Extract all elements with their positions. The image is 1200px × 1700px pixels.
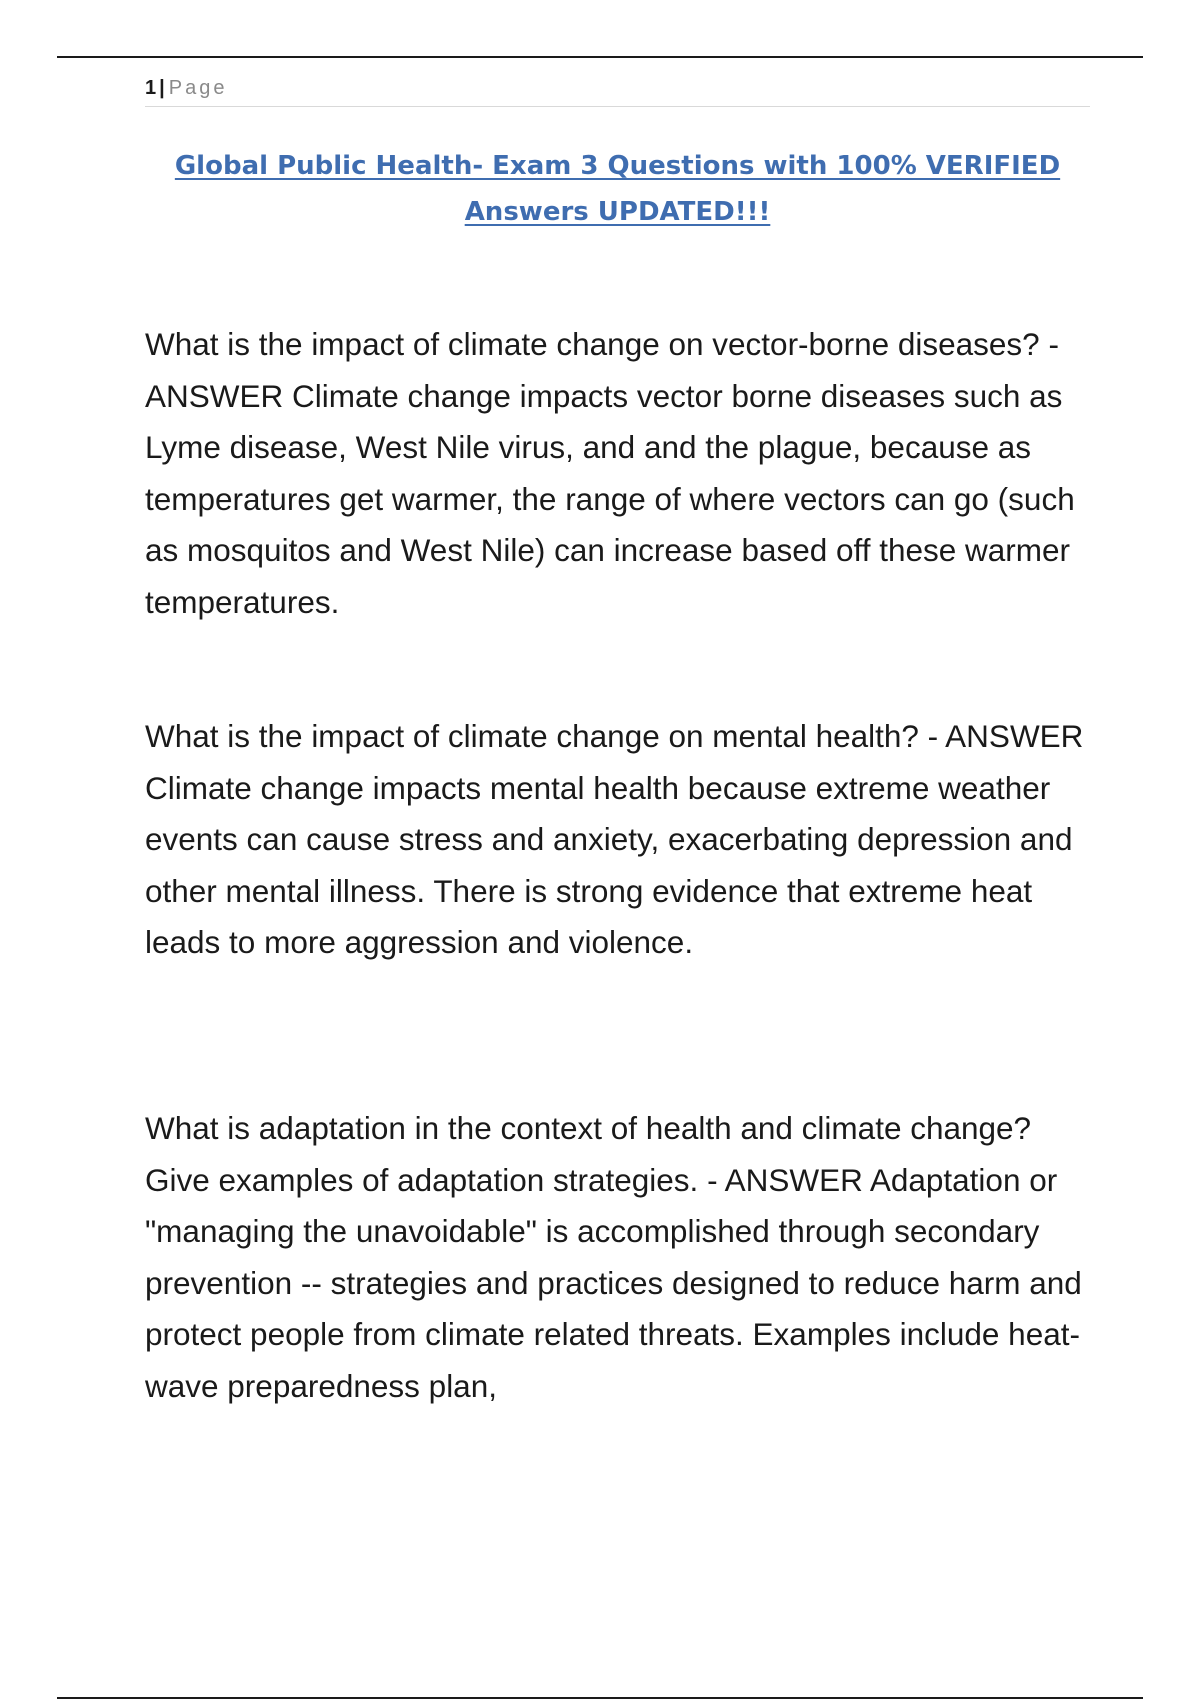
page-separator: | xyxy=(159,77,165,99)
top-rule xyxy=(57,56,1143,58)
qa-item-mental-health: What is the impact of climate change on mental health? - ANSWER Climate change impacts mental health because extreme weather events can cause stress and anxiety, exacerbating depression and other mental illness. There is strong evidence that extreme heat leads to more aggression and violence. xyxy=(145,718,1084,960)
page-label: Page xyxy=(168,77,228,99)
qa-item-vector-borne-diseases: What is the impact of climate change on vector-borne diseases? - ANSWER Climate change impacts vector borne diseases such as Lyme disease, West Nile virus, and and the plague, because as temperatures get warmer, the range of where vectors can go (such as mosquitos and West Nile) can increase based off these warmer temperatures. xyxy=(145,326,1075,620)
page-header xyxy=(145,74,1090,107)
qa-item-adaptation: What is adaptation in the context of health and climate change? Give examples of adaptation strategies. - ANSWER Adaptation or "managing the unavoidable" is accomplished through secondary prevention -- strategies and practices designed to reduce harm and protect people from climate related threats. Examples include heat-wave preparedness plan, xyxy=(145,1110,1082,1404)
bottom-rule xyxy=(57,1697,1143,1699)
document-title: Global Public Health- Exam 3 Questions with 100% VERIFIED Answers UPDATED!!! xyxy=(174,151,1061,227)
page-number: 1 xyxy=(145,77,157,99)
